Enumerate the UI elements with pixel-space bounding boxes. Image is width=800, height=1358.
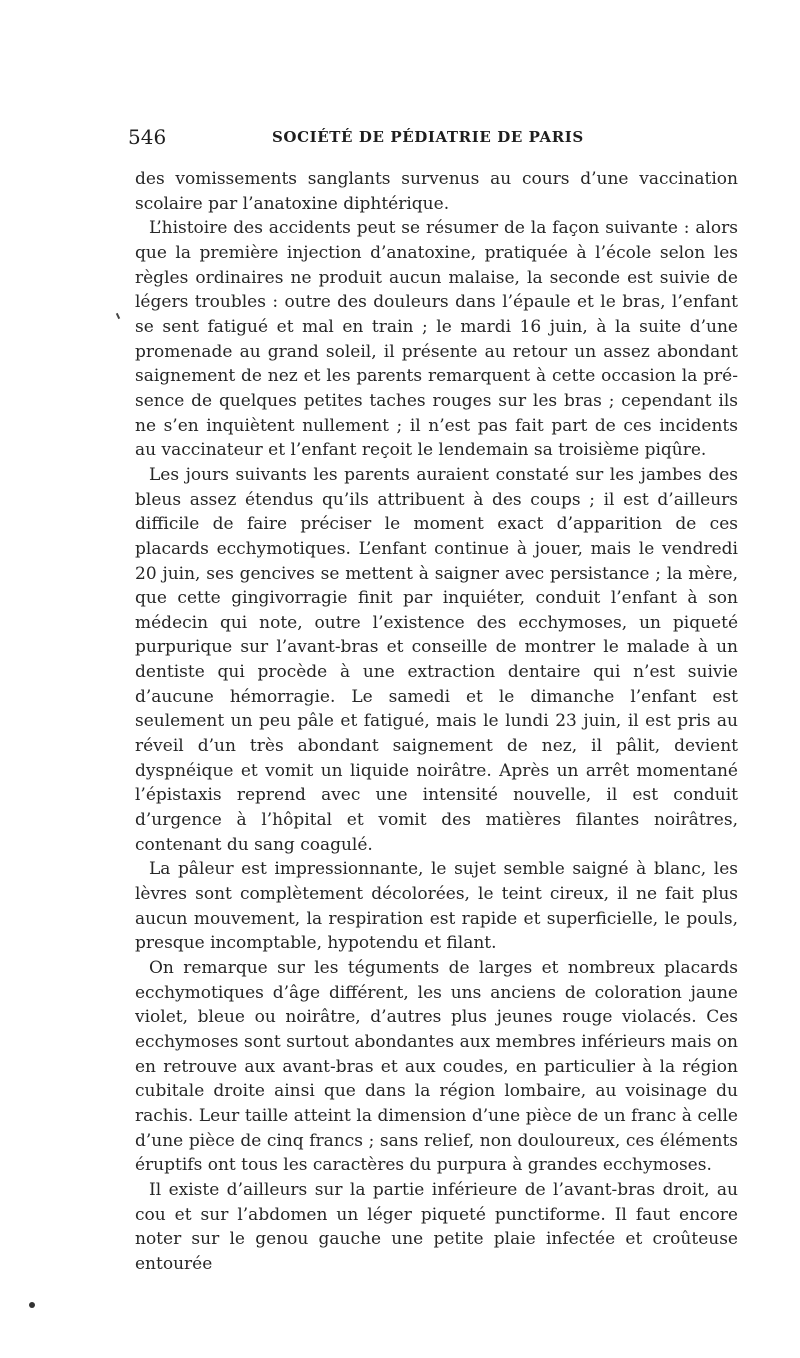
margin-tick-mark <box>116 313 120 319</box>
page-header <box>128 122 712 152</box>
margin-ink-dot <box>29 1302 35 1308</box>
paragraph-5: On remarque sur les téguments de larges et nombreux placards ecchymotiques d’âge différent, les uns anciens de coloration jaune violet, bleue ou noirâtre, d’autres plus jeunes rouge violacés. Ces ecchymoses sont surtout abondantes aux membres inférieurs mais on en retrouve aux avant-bras et aux coudes, en particulier à la région cubitale droite ainsi que dans la région lombaire, au voisinage du rachis. Leur taille atteint la dimension d’une pièce de un franc à celle d’une pièce de cinq francs ; sans relief, non douloureux, ces éléments éruptifs ont tous les caractères du purpura à grandes ecchymoses. <box>135 958 738 1176</box>
paragraph-4: La pâleur est impressionnante, le sujet semble saigné à blanc, les lèvres sont complètement décolorées, le teint cireux, il ne fait plus aucun mouvement, la respiration est rapide et superficielle, le pouls, presque incomptable, hypotendu et filant. <box>135 859 738 954</box>
paragraph-2: L’histoire des accidents peut se résumer de la façon suivante : alors que la première injection d’anatoxine, pratiquée à l’école selon les règles ordinaires ne produit aucun malaise, la seconde est suivie de légers troubles : outre des douleurs dans l’épaule et le bras, l’enfant se sent fatigué et mal en train ; le mardi 16 juin, à la suite d’une promenade au grand soleil, il présente au retour un assez abondant saignement de nez et les parents remarquent à cette occasion la présence de quelques petites taches rouges sur les bras ; cependant ils ne s’en inquiètent nullement ; il n’est pas fait part de ces incidents au vaccinateur et l’enfant reçoit le lendemain sa troisième piqûre. <box>135 218 738 461</box>
paragraph-1: des vomissements sanglants survenus au cours d’une vaccination scolaire par l’anatoxine diphtérique. <box>135 169 738 214</box>
page-number: 546 <box>128 125 167 149</box>
paragraph-6: Il existe d’ailleurs sur la partie inférieure de l’avant-bras droit, au cou et sur l’abdomen un léger piqueté punctiforme. Il faut encore noter sur le genou gauche une petite plaie infectée et croûteuse entourée <box>135 1179 738 1274</box>
paragraph-3: Les jours suivants les parents auraient constaté sur les jambes des bleus assez étendus qu’ils attribuent à des coups ; il est d’ailleurs difficile de faire préciser le moment exact d’apparition de ces placards ecchymotiques. L’enfant continue à jouer, mais le vendredi 20 juin, ses gencives se mettent à saigner avec persistance ; la mère, que cette gingivorragie finit par inquiéter, conduit l’enfant à son médecin qui note, outre l’existence des ecchymoses, un piqueté purpurique sur l’avant-bras et conseille de montrer le malade à un dentiste qui procède à une extraction dentaire qui n’est suivie d’aucune hémorragie. Le samedi et le dimanche l’enfant est seulement un peu pâle et fatigué, mais le lundi 23 juin, il est pris au réveil d’un très abondant saignement de nez, il pâlit, devient dyspnéique et vomit un liquide noirâtre. Après un arrêt momentané l’épistaxis reprend avec une intensité nouvelle, il est conduit d’urgence à l’hôpital et vomit des matières filantes noirâtres, contenant du sang coagulé. <box>135 464 738 855</box>
body-text <box>135 167 738 1277</box>
running-title: SOCIÉTÉ DE PÉDIATRIE DE PARIS <box>272 128 584 146</box>
